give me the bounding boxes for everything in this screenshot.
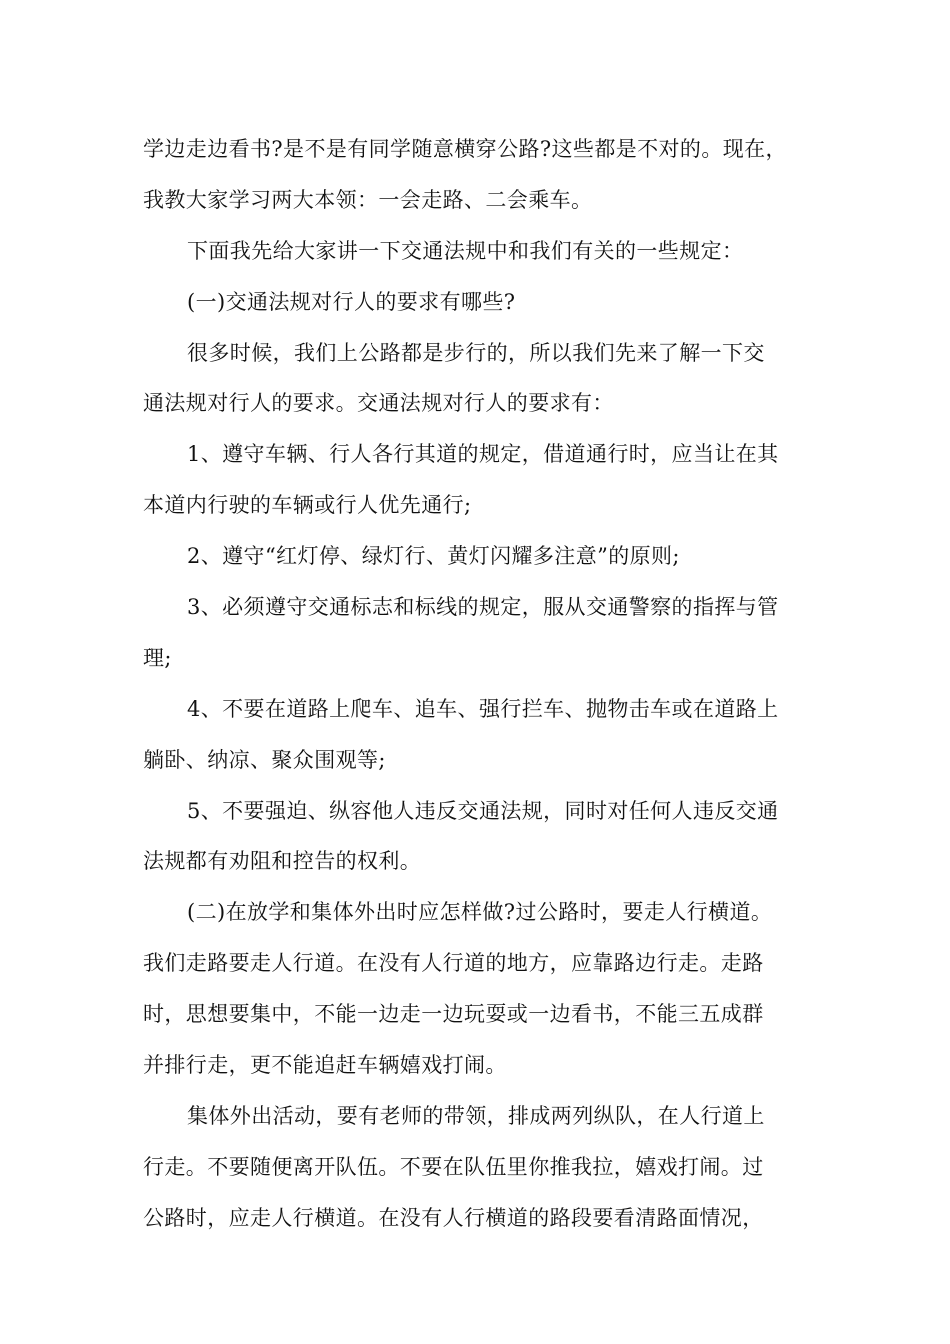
text-line: 集体外出活动，要有老师的带领，排成两列纵队，在人行道上 (187, 1103, 765, 1128)
list-item: 4、不要在道路上爬车、追车、强行拦车、抛物击车或在道路上 (187, 696, 779, 721)
text-line: 理; (143, 645, 172, 670)
text-line: 学边走边看书?是不是有同学随意横穿公路?这些都是不对的。现在， (143, 137, 787, 161)
text-line: 行走。不要随便离开队伍。不要在队伍里你推我拉，嬉戏打闹。过 (143, 1154, 764, 1179)
list-item: 5、不要强迫、纵容他人违反交通法规，同时对任何人违反交通 (187, 798, 779, 823)
text-line: 通法规对行人的要求。交通法规对行人的要求有： (143, 391, 614, 416)
list-item: 3、必须遵守交通标志和标线的规定，服从交通警察的指挥与管 (187, 595, 779, 620)
section-heading: (一)交通法规对行人的要求有哪些? (187, 289, 516, 314)
text-line: 法规都有劝阻和控告的权利。 (143, 849, 422, 874)
text-line: 并排行走，更不能追赶车辆嬉戏打闹。 (143, 1053, 507, 1078)
text-line: 下面我先给大家讲一下交通法规中和我们有关的一些规定： (187, 238, 744, 263)
text-line: 时，思想要集中，不能一边走一边玩耍或一边看书，不能三五成群 (143, 1002, 764, 1027)
text-line: 我教大家学习两大本领：一会走路、二会乘车。 (143, 187, 593, 212)
text-line: 本道内行驶的车辆或行人优先通行; (143, 493, 472, 518)
document-page (143, 124, 808, 1244)
list-item: 2、遵守“红灯停、绿灯行、黄灯闪耀多注意”的原则; (187, 544, 680, 569)
list-item: 1、遵守车辆、行人各行其道的规定，借道通行时，应当让在其 (187, 442, 779, 467)
text-line: 公路时，应走人行横道。在没有人行横道的路段要看清路面情况， (143, 1205, 764, 1230)
text-line: 很多时候，我们上公路都是步行的，所以我们先来了解一下交 (187, 340, 765, 365)
section-heading: (二)在放学和集体外出时应怎样做?过公路时，要走人行横道。 (187, 900, 773, 925)
text-line: 躺卧、纳凉、聚众围观等; (143, 747, 386, 772)
text-line: 我们走路要走人行道。在没有人行道的地方，应靠路边行走。走路 (143, 951, 764, 976)
